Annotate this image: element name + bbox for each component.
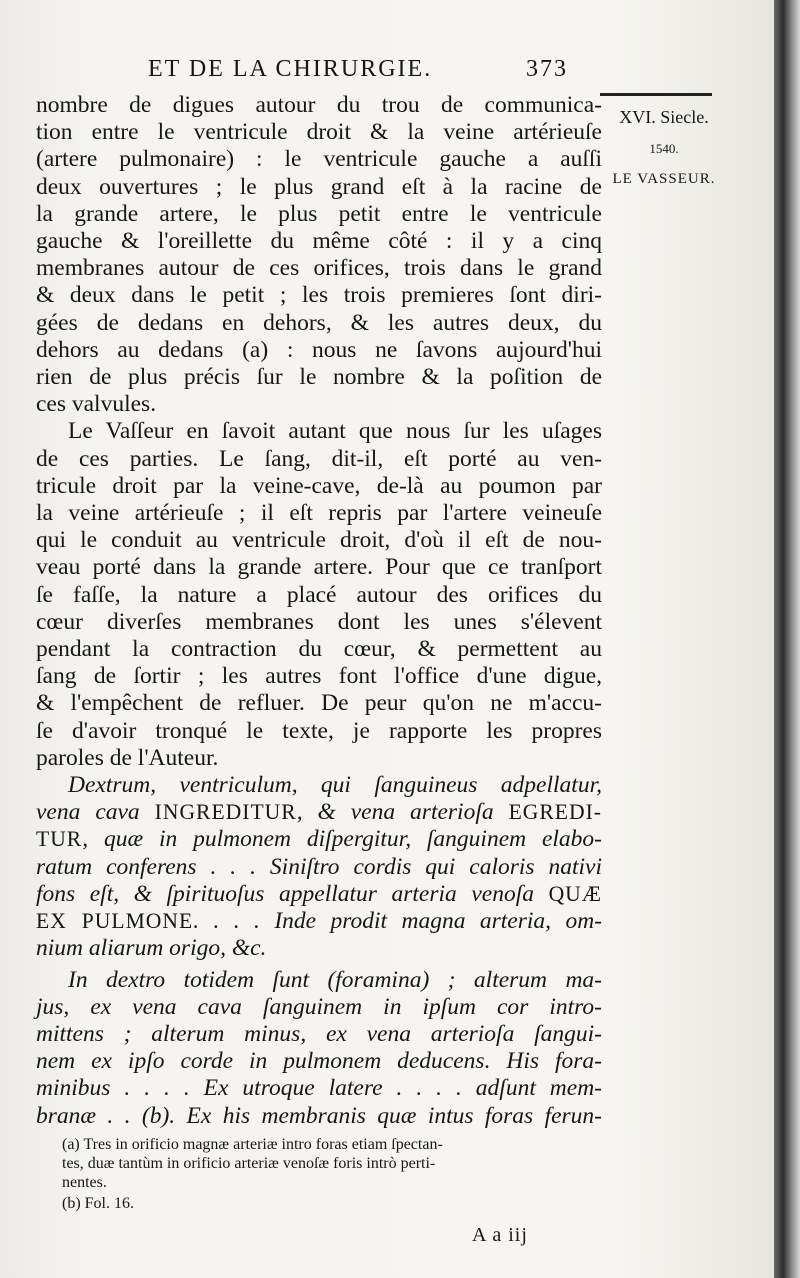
text-line: gauche & l'oreillette du même côté : il y a cinq bbox=[36, 228, 602, 255]
text-line: In dextro totidem ſunt (foramina) ; alterum ma- bbox=[68, 966, 602, 993]
paragraph-2 bbox=[36, 418, 602, 772]
margin-rule bbox=[600, 93, 712, 96]
footnotes bbox=[62, 1135, 622, 1213]
running-header bbox=[148, 56, 568, 88]
latin-quote-2 bbox=[36, 967, 602, 1130]
text-line: membranes autour de ces orifices, trois dans le grand bbox=[36, 255, 602, 282]
text-line: (artere pulmonaire) : le ventricule gauche a auſſi bbox=[36, 146, 602, 173]
text-line: qui le conduit au ventricule droit, d'où il eſt de nou- bbox=[36, 527, 602, 554]
text-line: rien de plus précis ſur le nombre & la poſition de bbox=[36, 364, 602, 391]
text-line: nem ex ipſo corde in pulmonem deducens. His fora- bbox=[36, 1048, 602, 1075]
page-number: 373 bbox=[526, 56, 568, 82]
running-title: ET DE LA CHIRURGIE. bbox=[148, 56, 433, 82]
text-line: nombre de digues autour du trou de communica- bbox=[36, 92, 602, 118]
paragraph-1 bbox=[36, 92, 602, 418]
text-line: ſe faſſe, la nature a placé autour des orifices du bbox=[36, 581, 602, 608]
latin-quote-1 bbox=[36, 772, 602, 962]
signature-mark: A a iij bbox=[472, 1224, 528, 1246]
margin-year: 1540. bbox=[649, 141, 679, 156]
text-line: & l'empêchent de refluer. De peur qu'on ne m'accu- bbox=[36, 690, 602, 717]
text-line: gées de dedans en dehors, & les autres deux, du bbox=[36, 309, 602, 336]
text-line: cœur diverſes membranes dont les unes s'élevent bbox=[36, 608, 602, 635]
text-line: mittens ; alterum minus, ex vena arterioſa ſangui- bbox=[36, 1020, 602, 1047]
text-line: fons eſt, & ſpirituoſus appellatur arteria venoſa QUÆ bbox=[36, 880, 602, 907]
text-line: deux ouvertures ; le plus grand eſt à la racine de bbox=[36, 173, 602, 200]
text-line: EX PULMONE. . . . Inde prodit magna arteria, om- bbox=[36, 908, 602, 935]
text-line: ratum conferens . . . Siniſtro cordis qui caloris nativi bbox=[36, 853, 602, 880]
footnote-b: (b) Fol. 16. bbox=[62, 1195, 134, 1212]
text-line: nium aliarum origo, &c. bbox=[36, 935, 267, 962]
main-text bbox=[36, 92, 602, 1130]
footnote-a-line: tes, duæ tantùm in orificio arteriæ venoſæ foris intrò perti- bbox=[62, 1155, 436, 1172]
text-line: la veine artérieuſe ; il eſt repris par l'artere veineuſe bbox=[36, 500, 602, 527]
margin-author: LE VASSEUR. bbox=[612, 171, 716, 187]
text-line: ſe d'avoir tronqué le texte, je rapporte les propres bbox=[36, 717, 602, 744]
text-line: ces valvules. bbox=[36, 391, 157, 418]
text-line: dehors au dedans (a) : nous ne ſavons aujourd'hui bbox=[36, 336, 602, 363]
text-line: pendant la contraction du cœur, & permettent au bbox=[36, 636, 602, 663]
footnote-a-line: (a) Tres in orificio magnæ arteriæ intro foras etiam ſpectan- bbox=[62, 1136, 443, 1153]
book-gutter bbox=[774, 0, 800, 1278]
text-line: jus, ex vena cava ſanguinem in ipſum cor intro- bbox=[36, 993, 602, 1020]
text-line: paroles de l'Auteur. bbox=[36, 744, 219, 771]
margin-century: XVI. Siecle. bbox=[619, 107, 709, 127]
margin-note bbox=[602, 102, 726, 195]
text-line: Le Vaſſeur en ſavoit autant que nous ſur les uſages bbox=[68, 418, 602, 445]
text-line: & deux dans le petit ; les trois premieres ſont diri- bbox=[36, 282, 602, 309]
footnote-a-line: nentes. bbox=[62, 1174, 107, 1191]
text-line: minibus . . . . Ex utroque latere . . . . adſunt mem- bbox=[36, 1075, 602, 1102]
text-line: la grande artere, le plus petit entre le ventricule bbox=[36, 200, 602, 227]
text-line: TUR, quæ in pulmonem diſpergitur, ſanguinem elabo- bbox=[36, 826, 602, 853]
text-line: veau porté dans la grande artere. Pour que ce tranſport bbox=[36, 554, 602, 581]
text-line: vena cava INGREDITUR, & vena arterioſa EGREDI- bbox=[36, 799, 602, 826]
text-line: Dextrum, ventriculum, qui ſanguineus adpellatur, bbox=[68, 772, 602, 799]
text-line: de ces parties. Le ſang, dit-il, eſt porté au ven- bbox=[36, 445, 602, 472]
text-line: branæ . . (b). Ex his membranis quæ intus foras ferun- bbox=[36, 1102, 602, 1129]
text-line: ſang de ſortir ; les autres font l'office d'une digue, bbox=[36, 663, 602, 690]
text-line: tricule droit par la veine-cave, de-là au poumon par bbox=[36, 472, 602, 499]
text-line: tion entre le ventricule droit & la veine artérieuſe bbox=[36, 119, 602, 146]
